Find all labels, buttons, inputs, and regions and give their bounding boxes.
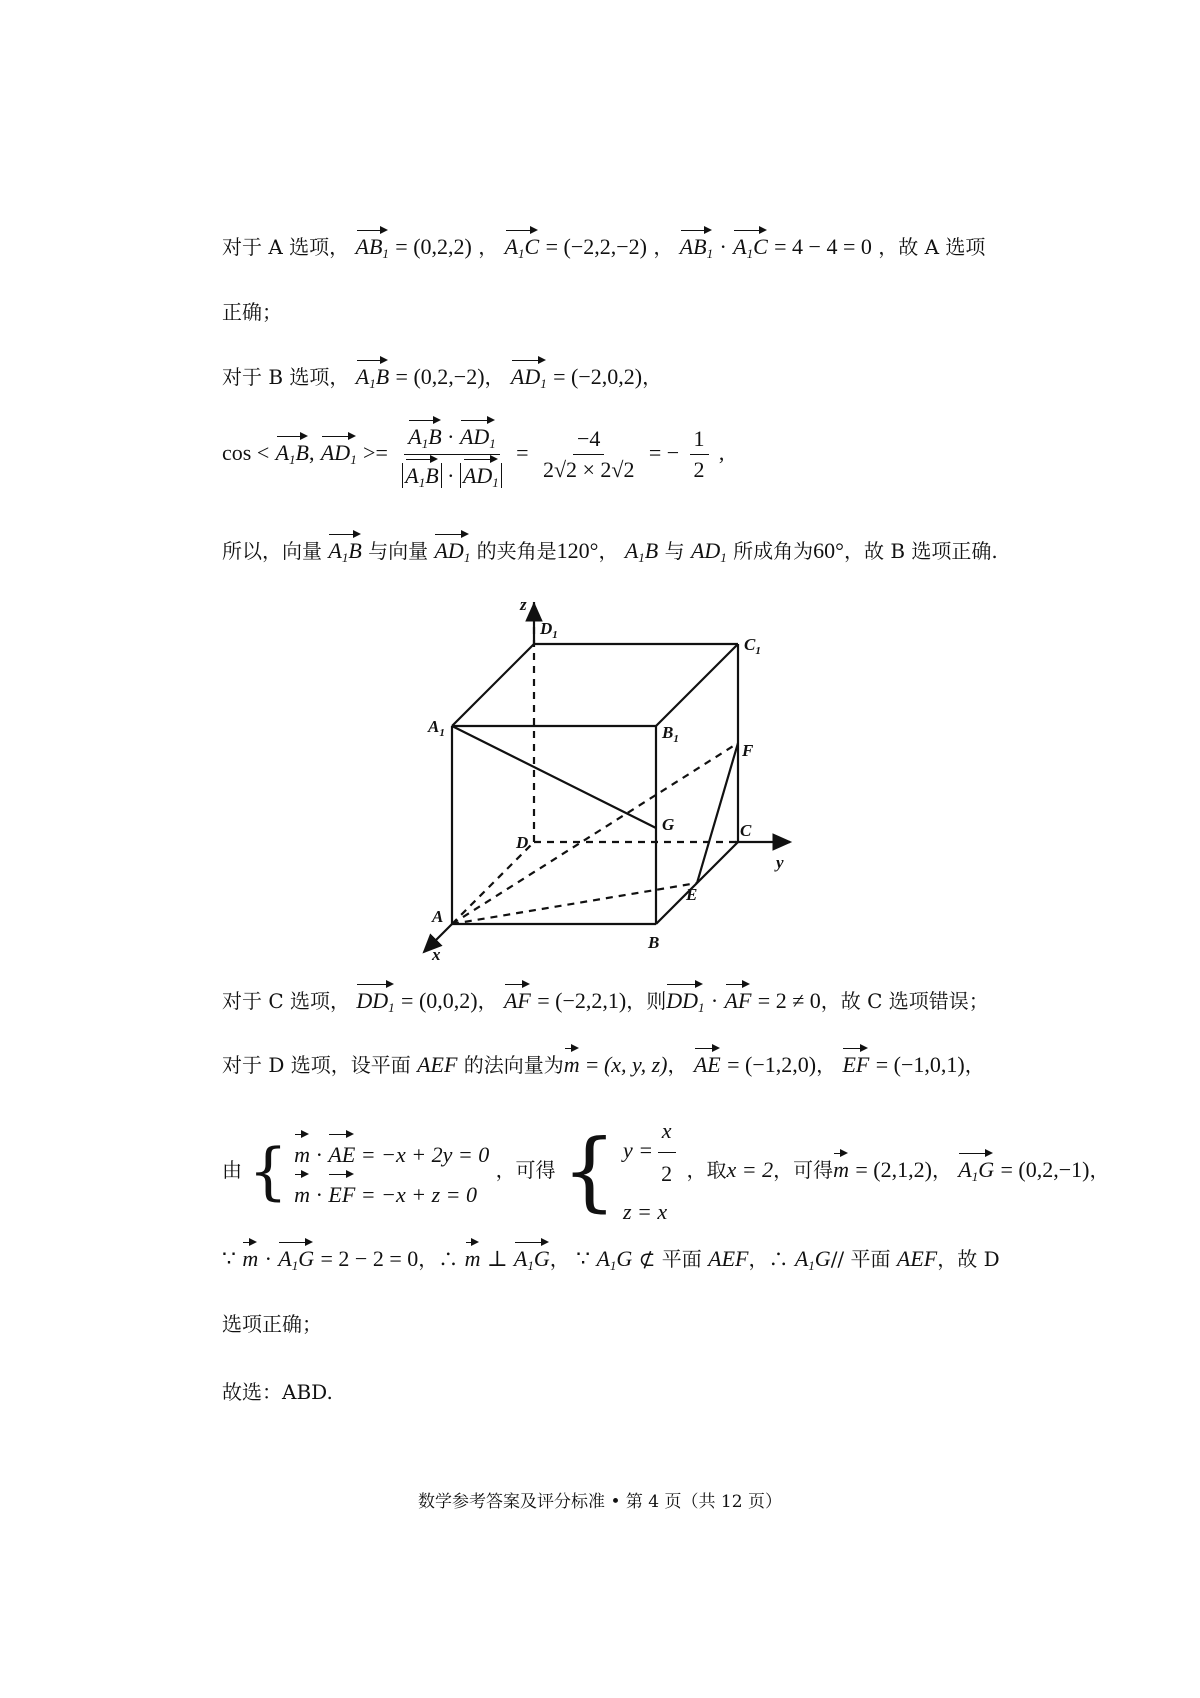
option-d-tail: ，故 D: [937, 1247, 1000, 1271]
label-f: F: [742, 741, 754, 760]
angle-120: 120°: [556, 538, 599, 563]
dot-operator: ·: [719, 234, 727, 259]
option-b-conclusion: 所以，向量 $A_1B$ 与向量 $AD_1$ 的夹角是120°， $A_1B$ 与 $AD_1$ 所成角为60°，故 B 选项正确.: [222, 532, 998, 566]
perpendicular-symbol: ⊥: [486, 1246, 508, 1271]
dot-product-result: = 2 ≠ 0: [757, 988, 821, 1013]
vector-ae-value: = (−1,2,0): [727, 1052, 817, 1077]
cos-label: cos <: [222, 440, 270, 465]
final-answer-text: 故选：ABD.: [222, 1380, 333, 1404]
vector-ad1: $AD_1$: [434, 532, 470, 566]
because-symbol: ∵: [222, 1246, 236, 1271]
edge-b1-c1: [656, 644, 738, 726]
vector-ef-value: = (−1,0,1): [875, 1052, 965, 1077]
text: 与: [664, 539, 685, 563]
vector-a1b: $A_1B$: [328, 532, 361, 566]
label-a: A: [432, 907, 444, 926]
label-x: x: [432, 945, 441, 960]
numeric-fraction: $\frac{-4}{2√2 \times 2√2}$: [542, 426, 635, 482]
separator: ，: [653, 235, 674, 259]
text: ⊄ 平面: [638, 1247, 702, 1271]
text: ，可得: [773, 1158, 834, 1182]
vector-a1c: $A_1C$: [505, 228, 540, 262]
cube-figure: [0, 600, 1200, 960]
option-a-line-2: [222, 296, 282, 325]
cos-close: >=: [363, 440, 388, 465]
vector-ab1: $AB_1$: [356, 228, 389, 262]
label-g: G: [662, 815, 675, 834]
vector-a1b: $A_1B$: [356, 358, 389, 392]
because-symbol: ∵: [576, 1246, 591, 1271]
text: ，可得: [495, 1158, 556, 1182]
vector-ae: AE: [694, 1046, 721, 1078]
vector-a1g-value: = (0,2,−1): [1000, 1157, 1090, 1182]
solution-system: y = $\frac{x}{2}$ z = x: [623, 1112, 680, 1231]
label-a1: $A_1$: [428, 717, 445, 739]
text: 与向量: [368, 539, 429, 563]
line-a1g: $A_1G$: [596, 1246, 633, 1273]
option-c-tail: ，故 C 选项错误；: [820, 989, 989, 1013]
option-d-line-3: ∵ $m \cdot A_1G = 2 - 2 = 0$，∴ m ⊥ $A_1G$， ∵ $A_1G$ ⊄ 平面 AEF，∴ $A_1G//$ 平面 AEF，故 D: [222, 1240, 1000, 1274]
dot-product-result: = 4 − 4 = 0: [774, 234, 872, 259]
segment-a-e: [452, 883, 697, 924]
vector-m: m: [564, 1046, 580, 1078]
plane-aef: AEF: [708, 1246, 749, 1271]
option-d-conclusion: 选项正确；: [222, 1312, 322, 1336]
option-c-line: 对于 C 选项， $DD_1 = (0,0,2)$， AF = (−2,2,1)，则$DD_1$ · AF = 2 ≠ 0，故 C 选项错误；: [222, 982, 989, 1016]
line-ad1: $AD_1$: [690, 538, 727, 565]
label-d: D: [516, 833, 529, 852]
vector-m: m: [833, 1151, 849, 1183]
option-d-system: 由 { m · AE = −x + 2y = 0 m · EF = −x + z = 0 ，可得 { y = $\frac{x}{2}$ z = x ，取x = 2，可得m = (2,1,2)， $A_1G = (0,2,-1)$，: [222, 1112, 1109, 1231]
text: ，∴: [418, 1247, 459, 1271]
vector-af-value: = (−2,2,1): [537, 988, 627, 1013]
vector-a1c: $A_1C$: [733, 228, 768, 262]
vector-ab1: $AB_1$: [680, 228, 713, 262]
text: ，则: [626, 989, 667, 1013]
cosine-fraction: $\frac{A_1B \cdot AD_1}{A_1B \cdot AD_1}$: [398, 418, 506, 491]
text: 的夹角是: [476, 539, 557, 563]
line-a1b: $A_1B$: [624, 538, 659, 565]
option-a-line-1: [222, 228, 985, 262]
option-b-line-1: 对于 B 选项， $A_1B = (0,2,-2)$， $AD_1 = (-2,0,2)$，: [222, 358, 662, 392]
label-b1: $B_1$: [662, 723, 679, 745]
label-e: E: [686, 885, 698, 904]
vector-m-solution: = (2,1,2): [855, 1157, 932, 1182]
label-b: B: [648, 933, 660, 952]
vector-dd1-value: = (0,0,2): [401, 988, 478, 1013]
label-y: y: [776, 853, 784, 872]
vector-ad1: $AD_1$: [321, 434, 357, 468]
option-a-lead: 对于 A 选项，: [222, 235, 350, 259]
left-brace: {: [561, 1121, 617, 1222]
take-value: x = 2: [726, 1157, 774, 1182]
dot-product-result: = 2 − 2 = 0: [320, 1246, 419, 1271]
vector-ab1-value: = (0,2,2): [395, 234, 472, 259]
vector-a1g: $A_1G$: [514, 1240, 550, 1274]
vector-dd1: $DD_1$: [356, 982, 394, 1016]
option-c-lead: 对于 C 选项，: [222, 989, 351, 1013]
text: 由: [222, 1158, 242, 1182]
label-c: C: [740, 821, 752, 840]
equation-system: m · AE = −x + 2y = 0 m · EF = −x + z = 0: [294, 1132, 489, 1212]
vector-af: AF: [725, 982, 752, 1014]
segment-a1-g: [452, 726, 656, 828]
left-brace: {: [248, 1134, 288, 1208]
vector-a1g: $A_1G$: [278, 1240, 314, 1274]
option-d-lead: 对于 D 选项，设平面: [222, 1053, 411, 1077]
vector-a1b: $A_1B$: [276, 434, 309, 468]
vector-ef: EF: [842, 1046, 869, 1078]
vector-m: m: [465, 1240, 481, 1272]
vector-a1g: $A_1G$: [958, 1151, 994, 1185]
vector-af: AF: [504, 982, 531, 1014]
line-a1g: $A_1G$: [794, 1246, 831, 1273]
text: 所以，向量: [222, 539, 322, 563]
vector-ad1: $AD_1$: [511, 358, 547, 392]
option-a-conclusion: 正确；: [222, 300, 282, 324]
text: // 平面: [830, 1247, 891, 1271]
angle-60: 60°: [813, 538, 844, 563]
text: ，故 B 选项正确.: [843, 539, 998, 563]
text: 的法向量为: [463, 1053, 564, 1077]
vector-dd1: $DD_1$: [666, 982, 704, 1016]
option-b-lead: 对于 B 选项，: [222, 365, 350, 389]
result-fraction: $\frac{1}{2}$: [690, 426, 709, 483]
text: ，取: [686, 1158, 727, 1182]
text: 所成角为: [733, 539, 814, 563]
vector-a1c-value: = (−2,2,−2): [545, 234, 647, 259]
option-d-line-4: [222, 1308, 322, 1337]
label-z: z: [520, 600, 527, 614]
cosine-formula: $\cos < A_1B$, $AD_1$ >= $\frac{A_1B \cdot AD_1}{A_1B \cdot AD_1}$ = $\frac{-4}{2√2 \times 2√2}$ = − $\frac{1}{2}$ ,: [222, 418, 724, 491]
vector-m-value: = (x, y, z): [586, 1052, 668, 1077]
vector-ad1-value: = (−2,0,2): [553, 364, 643, 389]
page-footer: 数学参考答案及评分标准 • 第 4 页（共 12 页）: [418, 1492, 782, 1512]
option-d-line-1: 对于 D 选项，设平面 AEF 的法向量为m = (x, y, z)， AE = (−1,2,0)， EF = (−1,0,1)，: [222, 1046, 985, 1078]
plane-aef: AEF: [896, 1246, 938, 1271]
final-answer: [222, 1376, 333, 1405]
vector-m: m: [242, 1240, 258, 1272]
separator: ，: [478, 235, 499, 259]
plane-aef: AEF: [417, 1052, 458, 1077]
vector-a1b-value: = (0,2,−2): [395, 364, 485, 389]
option-a-tail: ，故 A 选项: [878, 235, 986, 259]
label-d1: $D_1$: [540, 619, 558, 641]
edge-a1-d1: [452, 644, 534, 726]
label-c1: $C_1$: [744, 635, 761, 657]
